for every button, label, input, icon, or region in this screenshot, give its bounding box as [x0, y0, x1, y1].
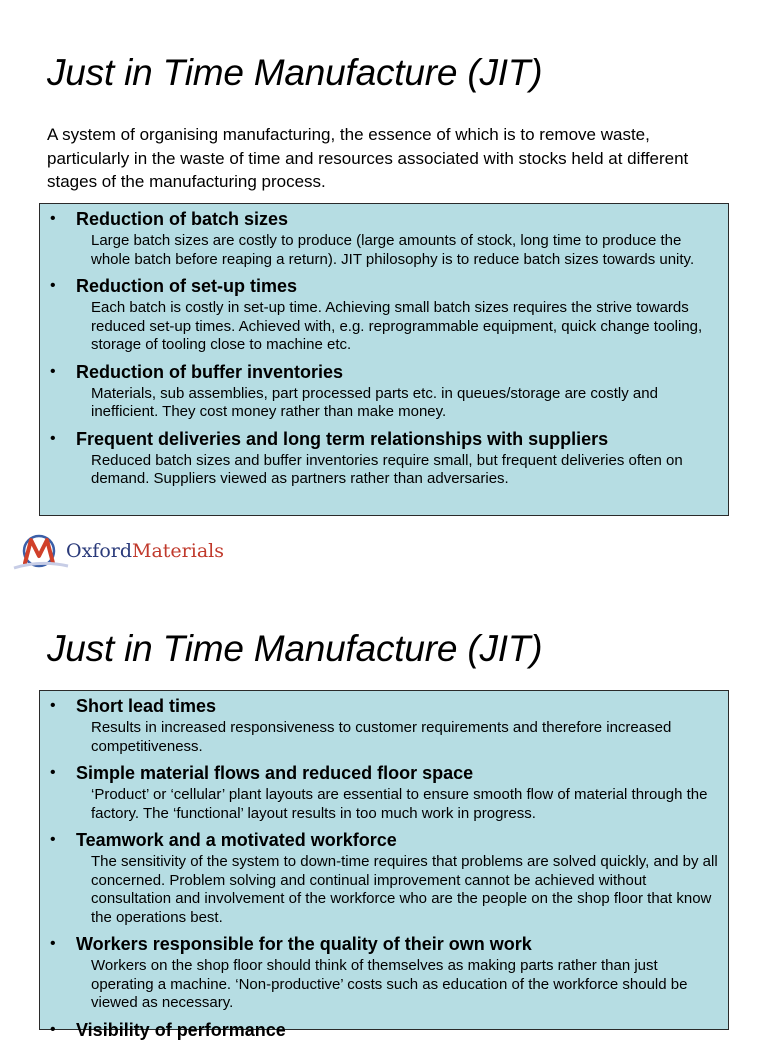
intro-paragraph: A system of organising manufacturing, the essence of which is to remove waste, particularly in the waste of time and resources associated with stocks held at different stages of the manufacturing process. — [47, 125, 689, 191]
list-item — [48, 1018, 720, 1042]
list-item — [48, 274, 720, 355]
slide-title: Just in Time Manufacture (JIT) — [47, 52, 543, 93]
bullet-icon: • — [50, 277, 56, 294]
item-description: Large batch sizes are costly to produce (large amounts of stock, long time to produce the whole batch before reaping a return). JIT philosophy is to reduce batch sizes towards unity. — [91, 232, 695, 268]
item-heading: Workers responsible for the quality of their own work — [76, 934, 532, 954]
bullet-icon: • — [50, 429, 56, 447]
item-description: ‘Product’ or ‘cellular’ plant layouts are essential to ensure smooth flow of material through the factory. The ‘functional’ layout results in too much work in progress. — [91, 786, 708, 822]
bullet-box — [39, 203, 729, 516]
bullet-icon: • — [50, 1020, 56, 1038]
item-heading: Visibility of performance — [76, 1019, 286, 1040]
item-heading: Short lead times — [76, 696, 217, 716]
slide-title: Just in Time Manufacture (JIT) — [47, 628, 543, 669]
bullet-icon: • — [50, 764, 56, 781]
bullet-icon: • — [50, 935, 56, 952]
list-item — [48, 694, 720, 756]
logo-word-oxford: Oxford — [66, 540, 133, 562]
item-description: Each batch is costly in set-up time. Achieving small batch sizes requires the strive towards reduced set-up times. Achieved with, e.g. reprogrammable equipment, quick change tooling, storage of tooling close to machine etc. — [91, 299, 703, 353]
item-heading: Reduction of buffer inventories — [76, 361, 344, 382]
logo-word-materials: Materials — [132, 540, 224, 562]
list-item — [48, 207, 720, 269]
list-item — [48, 932, 720, 1013]
item-heading: Frequent deliveries and long term relationships with suppliers — [76, 428, 609, 449]
item-description: The sensitivity of the system to down-time requires that problems are solved quickly, and by all concerned. Problem solving and continual improvement cannot be achieved without consultation and involvement of the workforce who are the people on the shop floor that know the operations best. — [91, 853, 718, 926]
bullet-icon: • — [50, 210, 56, 227]
bullet-box — [39, 690, 729, 1040]
item-heading: Reduction of set-up times — [76, 276, 298, 296]
logo-wordmark — [66, 540, 224, 562]
slide-2 — [0, 580, 768, 1040]
bullet-icon: • — [50, 362, 56, 380]
item-heading: Simple material flows and reduced floor space — [76, 763, 474, 783]
list-item — [48, 427, 720, 489]
bullet-icon: • — [50, 697, 56, 714]
bullet-icon: • — [50, 831, 56, 848]
item-heading: Teamwork and a motivated workforce — [76, 830, 397, 850]
item-description: Results in increased responsiveness to customer requirements and therefore increased competitiveness. — [91, 719, 672, 755]
logo-mark-icon — [12, 530, 72, 575]
item-description: Materials, sub assemblies, part processed parts etc. in queues/storage are costly and inefficient. They cost money rather than make money. — [91, 384, 658, 420]
list-item — [48, 828, 720, 927]
item-description: Reduced batch sizes and buffer inventories require small, but frequent deliveries often on demand. Suppliers viewed as partners rather than adversaries. — [91, 451, 683, 487]
item-heading: Reduction of batch sizes — [76, 209, 289, 229]
list-item — [48, 360, 720, 422]
list-item — [48, 761, 720, 823]
item-description: Workers on the shop floor should think of themselves as making parts rather than just operating a machine. ‘Non-productive’ costs such as education of the workforce should be viewed as necessary. — [91, 957, 688, 1011]
oxford-materials-logo — [12, 530, 242, 575]
